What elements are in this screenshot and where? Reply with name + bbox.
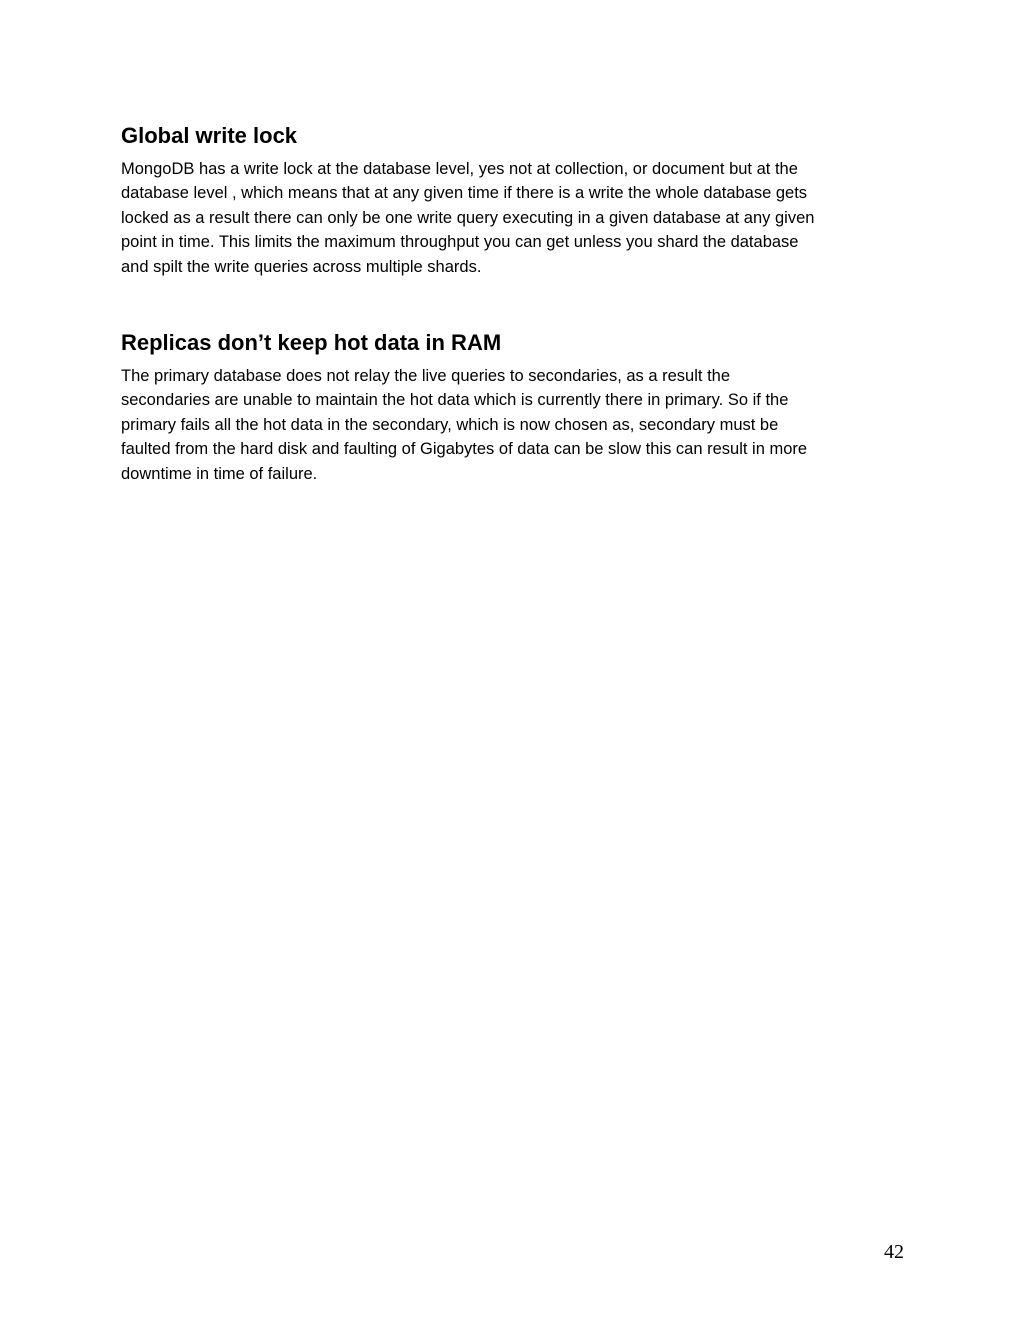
section-heading: Global write lock — [121, 123, 298, 148]
paragraph-line: point in time. This limits the maximum throughput you can get unless you shard the database — [121, 233, 799, 252]
section-global-write-lock — [121, 121, 911, 279]
page-number: 42 — [884, 1241, 904, 1263]
section-replicas-hot-data — [121, 328, 911, 486]
paragraph-line: primary fails all the hot data in the secondary, which is now chosen as, secondary must be — [121, 415, 779, 434]
paragraph-line: database level , which means that at any given time if there is a write the whole database gets — [121, 184, 808, 203]
paragraph-line: secondaries are unable to maintain the hot data which is currently there in primary. So if the — [121, 391, 789, 410]
paragraph-line: faulted from the hard disk and faulting of Gigabytes of data can be slow this can result in more — [121, 440, 808, 459]
paragraph-line: locked as a result there can only be one write query executing in a given database at any given — [121, 208, 815, 227]
section-heading: Replicas don’t keep hot data in RAM — [121, 330, 502, 355]
paragraph-line: downtime in time of failure. — [121, 464, 318, 483]
section-paragraph — [121, 364, 911, 486]
paragraph-line: and spilt the write queries across multiple shards. — [121, 257, 482, 276]
paragraph-line: MongoDB has a write lock at the database level, yes not at collection, or document but at the — [121, 160, 798, 178]
paragraph-line: The primary database does not relay the live queries to secondaries, as a result the — [121, 367, 731, 385]
section-paragraph — [121, 157, 911, 279]
